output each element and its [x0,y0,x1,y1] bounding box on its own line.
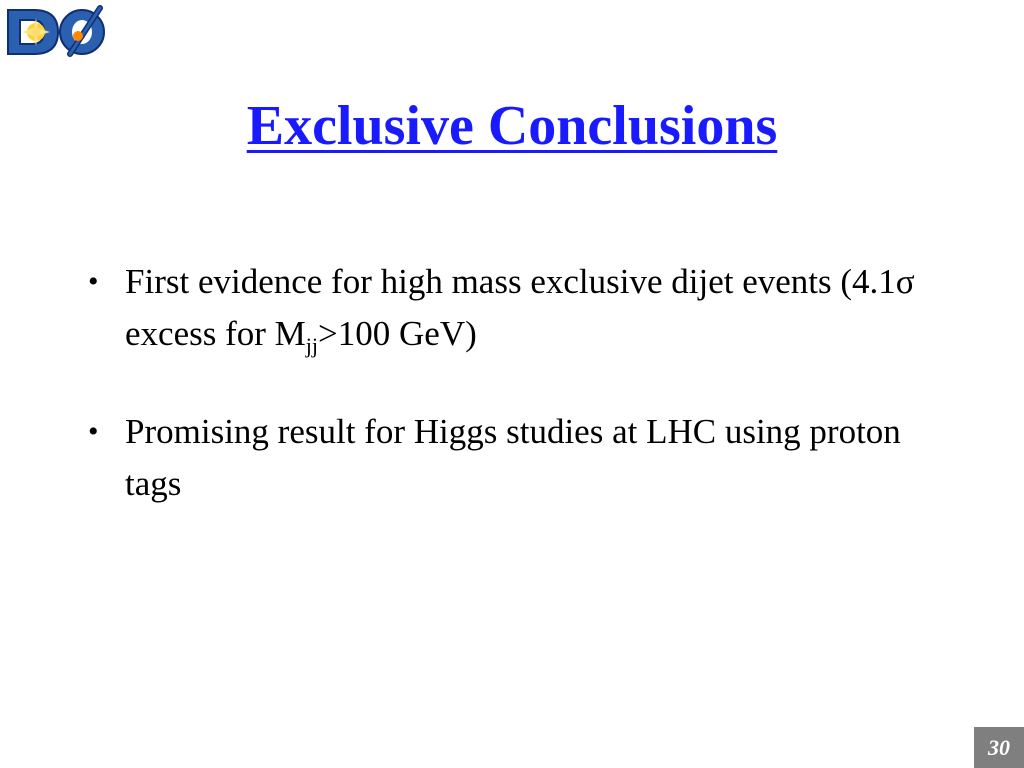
bullet-marker: • [88,265,99,298]
bullet-text-1-pre: First evidence for high mass exclusive dijet events (4.1 [125,262,896,301]
d0-experiment-logo-icon [4,4,112,60]
slide-title: Exclusive Conclusions [246,95,778,157]
bullet-marker: • [88,415,99,448]
d0-logo [4,4,112,60]
bullet-list [88,256,948,556]
bullet-text-1-post: >100 GeV) [318,314,477,353]
bullet-text-2: Promising result for Higgs studies at LHC using proton tags [125,412,901,503]
page-number-badge: 30 [974,727,1024,768]
bullet-item-2 [88,406,948,510]
bullet-text-1-mid: excess for M [125,314,306,353]
sigma-symbol: σ [895,262,915,301]
mass-subscript: jj [305,333,319,358]
bullet-item-1 [88,256,948,360]
